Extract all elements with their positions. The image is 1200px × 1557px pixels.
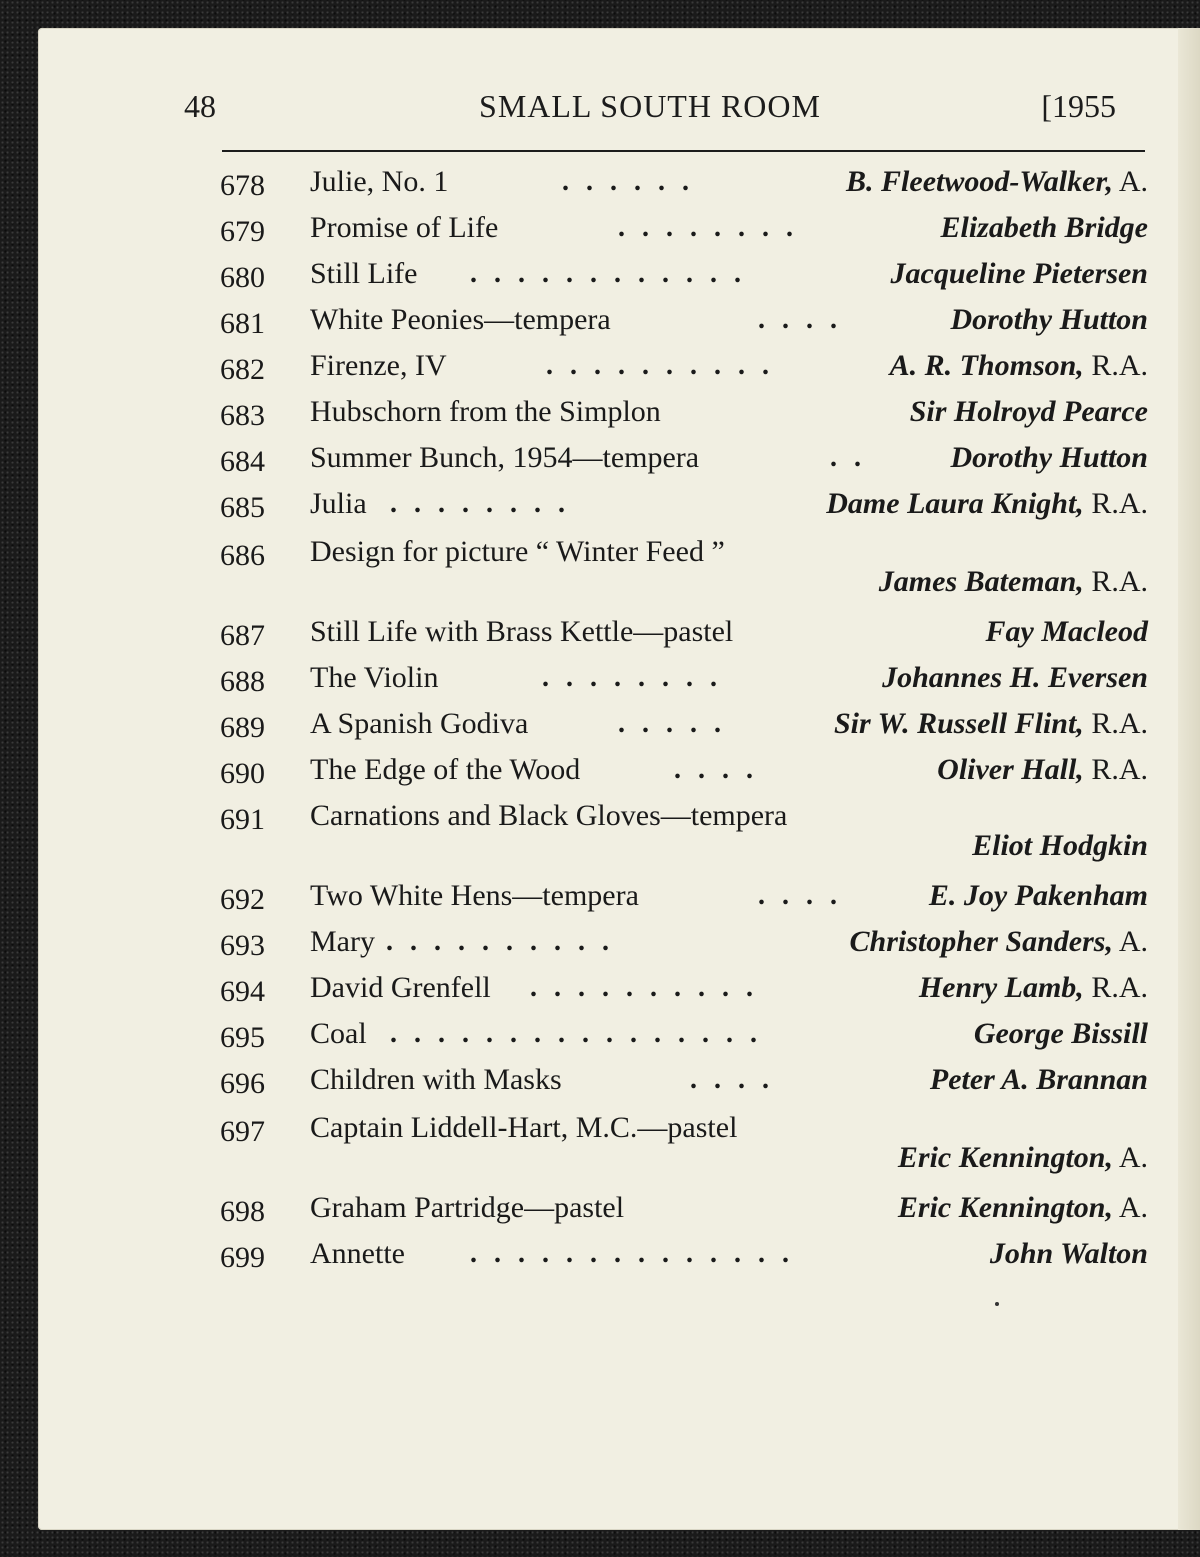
artist-name: Dorothy Hutton xyxy=(950,441,1148,474)
entry-artist xyxy=(974,1012,1148,1056)
entry-artist xyxy=(929,874,1148,918)
entry-artist xyxy=(940,206,1148,250)
entry-title: Promise of Life xyxy=(310,211,499,244)
entry-number: 693 xyxy=(220,929,265,962)
artist-name: Johannes H. Eversen xyxy=(882,661,1148,694)
entry-title: The Violin xyxy=(310,661,439,694)
entry-row xyxy=(220,1058,1148,1102)
entry-artist xyxy=(882,656,1148,700)
entry-artist xyxy=(898,1136,1148,1180)
entry-continuation-row xyxy=(220,1136,1148,1180)
entry-number: 698 xyxy=(220,1195,265,1228)
leader-dots: . . . . . . . . . . xyxy=(546,350,774,381)
entry-artist xyxy=(879,560,1148,604)
entry-title: Captain Liddell-Hart, M.C.—pastel xyxy=(310,1111,738,1144)
entry-row xyxy=(220,436,1148,480)
artist-name: Henry Lamb, xyxy=(918,971,1084,1004)
leader-dots: . . . . . . . . . . . . . . . . xyxy=(390,1018,762,1049)
artist-name: Fay Macleod xyxy=(985,615,1148,648)
leader-dots: . . xyxy=(830,442,866,473)
entry-number: 699 xyxy=(220,1241,265,1274)
entry-number: 689 xyxy=(220,711,265,744)
entry-row xyxy=(220,160,1148,204)
entry-number: 691 xyxy=(220,803,265,836)
entry-artist xyxy=(919,966,1148,1010)
entry-number: 678 xyxy=(220,169,265,202)
entry-title: Two White Hens—tempera xyxy=(310,879,639,912)
entry-title: Graham Partridge—pastel xyxy=(310,1191,625,1224)
entry-title: Hubschorn from the Simplon xyxy=(310,395,661,428)
artist-name: George Bissill xyxy=(973,1017,1148,1050)
entry-number: 682 xyxy=(220,353,265,386)
artist-name: Jacqueline Pietersen xyxy=(890,257,1148,290)
leader-dots: . . . . . . . . . . . . . . xyxy=(470,1238,794,1269)
entry-number: 685 xyxy=(220,491,265,524)
entry-number: 696 xyxy=(220,1067,265,1100)
entry-row xyxy=(220,1012,1148,1056)
section-title: SMALL SOUTH ROOM xyxy=(479,88,821,124)
entry-number: 683 xyxy=(220,399,265,432)
entry-row xyxy=(220,1232,1148,1276)
entry-number: 688 xyxy=(220,665,265,698)
entry-artist xyxy=(898,1186,1148,1230)
entry-title: Carnations and Black Gloves—tempera xyxy=(310,799,788,832)
leader-dots: . . . . xyxy=(758,880,842,911)
artist-distinction: A. xyxy=(1112,925,1148,958)
artist-name: Peter A. Brannan xyxy=(929,1063,1148,1096)
page-number: 48 xyxy=(184,88,216,124)
catalogue-year: [1955 xyxy=(1041,88,1116,124)
artist-name: Dorothy Hutton xyxy=(950,303,1148,336)
entry-artist xyxy=(891,252,1148,296)
entry-row xyxy=(220,344,1148,388)
entry-artist xyxy=(890,344,1148,388)
entry-title: Summer Bunch, 1954—tempera xyxy=(310,441,700,474)
artist-name: Christopher Sanders, xyxy=(849,925,1113,958)
entry-artist xyxy=(937,748,1148,792)
artist-distinction: R.A. xyxy=(1083,565,1148,598)
artist-distinction: R.A. xyxy=(1083,487,1148,520)
entry-title: Coal xyxy=(310,1017,367,1050)
artist-name: Oliver Hall, xyxy=(937,753,1084,786)
entry-row xyxy=(220,252,1148,296)
entry-row xyxy=(220,920,1148,964)
entry-title: Mary xyxy=(310,925,375,958)
artist-distinction: R.A. xyxy=(1083,707,1148,740)
entry-title: Still Life with Brass Kettle—pastel xyxy=(310,615,734,648)
entry-title: Julia xyxy=(310,487,367,520)
entry-row xyxy=(220,206,1148,250)
entry-number: 680 xyxy=(220,261,265,294)
artist-name: Sir W. Russell Flint, xyxy=(833,707,1084,740)
artist-name: Eric Kennington, xyxy=(897,1191,1113,1224)
leader-dots: . . . . xyxy=(674,754,758,785)
leader-dots: . . . . . . . . xyxy=(618,212,798,243)
artist-distinction: R.A. xyxy=(1083,349,1148,382)
artist-distinction: A. xyxy=(1112,165,1148,198)
leader-dots: . . . . xyxy=(758,304,842,335)
artist-name: Elizabeth Bridge xyxy=(940,211,1148,244)
entry-number: 684 xyxy=(220,445,265,478)
artist-name: E. Joy Pakenham xyxy=(928,879,1148,912)
entry-artist xyxy=(846,160,1148,204)
entry-continuation-row xyxy=(220,560,1148,604)
entry-artist xyxy=(950,436,1148,480)
entry-number: 697 xyxy=(220,1115,265,1148)
artist-name: Eliot Hodgkin xyxy=(972,829,1148,862)
entry-number: 695 xyxy=(220,1021,265,1054)
entry-row xyxy=(220,874,1148,918)
entry-title: White Peonies—tempera xyxy=(310,303,611,336)
entry-number: 679 xyxy=(220,215,265,248)
artist-distinction: A. xyxy=(1112,1141,1148,1174)
entry-artist xyxy=(930,1058,1148,1102)
artist-distinction: R.A. xyxy=(1083,753,1148,786)
entry-row xyxy=(220,748,1148,792)
entry-artist xyxy=(910,390,1148,434)
leader-dots: . . . . . . xyxy=(562,166,694,197)
artist-distinction: A. xyxy=(1112,1191,1148,1224)
entry-row xyxy=(220,610,1148,654)
entry-continuation-row xyxy=(220,824,1148,868)
artist-name: Eric Kennington, xyxy=(897,1141,1113,1174)
entry-title: Firenze, IV xyxy=(310,349,447,382)
entry-title: David Grenfell xyxy=(310,971,491,1004)
entry-row xyxy=(220,390,1148,434)
leader-dots: . . . . . . . . xyxy=(542,662,722,693)
entry-title: Julie, No. 1 xyxy=(310,165,449,198)
entry-artist xyxy=(990,1232,1148,1276)
leader-dots: . . . . xyxy=(690,1064,774,1095)
entry-artist xyxy=(950,298,1148,342)
artist-name: B. Fleetwood-Walker, xyxy=(846,165,1113,198)
entry-row xyxy=(220,656,1148,700)
entry-row xyxy=(220,482,1148,526)
artist-name: John Walton xyxy=(989,1237,1148,1270)
entry-title: Annette xyxy=(310,1237,405,1270)
entry-title: The Edge of the Wood xyxy=(310,753,581,786)
leader-dots: . . . . . xyxy=(618,708,726,739)
entry-title: Still Life xyxy=(310,257,418,290)
artist-name: Sir Holroyd Pearce xyxy=(909,395,1148,428)
leader-dots: . . . . . . . . . . . . xyxy=(470,258,746,289)
entry-title: Children with Masks xyxy=(310,1063,562,1096)
entry-row xyxy=(220,702,1148,746)
entry-title: Design for picture “ Winter Feed ” xyxy=(310,535,725,568)
artist-name: James Bateman, xyxy=(878,565,1084,598)
entry-artist xyxy=(986,610,1148,654)
entry-number: 694 xyxy=(220,975,265,1008)
leader-dots: . . . . . . . . . . xyxy=(386,926,614,957)
entry-artist xyxy=(826,482,1148,526)
entry-row xyxy=(220,1186,1148,1230)
entry-number: 692 xyxy=(220,883,265,916)
entry-row xyxy=(220,298,1148,342)
entry-artist xyxy=(850,920,1148,964)
entry-number: 681 xyxy=(220,307,265,340)
entry-artist xyxy=(834,702,1148,746)
entry-number: 687 xyxy=(220,619,265,652)
leader-dots: . . . . . . . . . . xyxy=(530,972,758,1003)
entry-title: A Spanish Godiva xyxy=(310,707,529,740)
leader-dots: . . . . . . . . xyxy=(390,488,570,519)
artist-distinction: R.A. xyxy=(1083,971,1148,1004)
entry-row xyxy=(220,966,1148,1010)
artist-name: Dame Laura Knight, xyxy=(826,487,1084,520)
printer-mark xyxy=(995,1302,999,1306)
entry-artist xyxy=(972,824,1148,868)
entry-number: 686 xyxy=(220,539,265,572)
artist-name: A. R. Thomson, xyxy=(889,349,1084,382)
entry-number: 690 xyxy=(220,757,265,790)
